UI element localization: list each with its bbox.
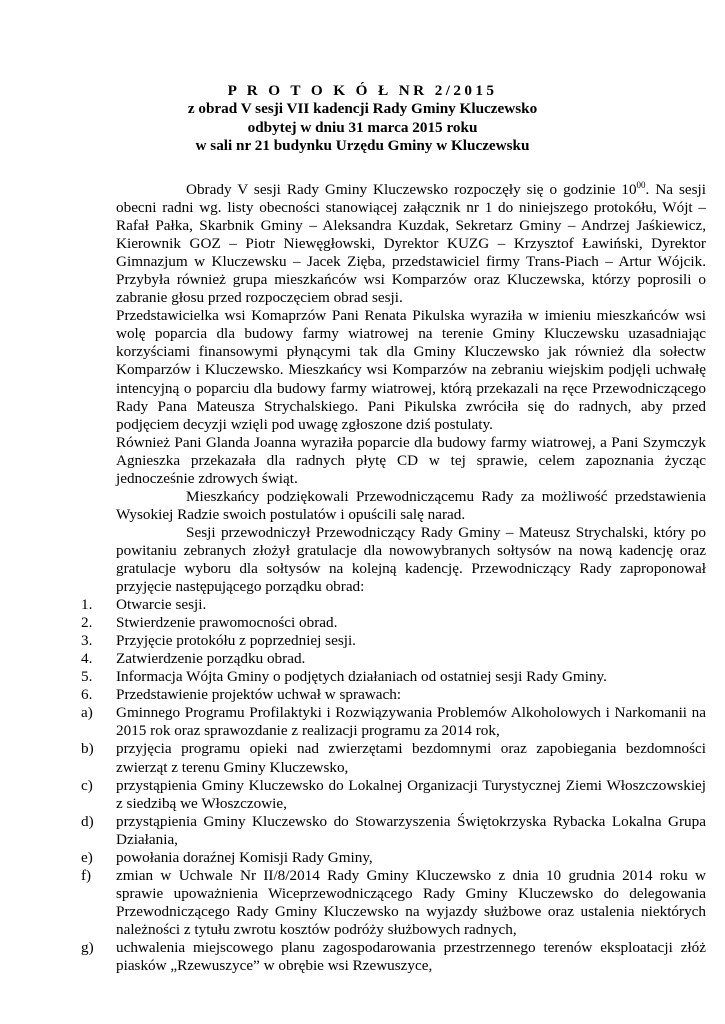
protocol-title: P R O T O K Ó Ł NR 2/2015 (227, 82, 498, 99)
paragraph-thanks: Mieszkańcy podziękowali Przewodniczącemu Rady za możliwość przedstawienia Wysokiej Radzie swoich postulatów i opuścili salę narad. (116, 487, 706, 523)
list-marker: 4. (81, 650, 93, 668)
resolution-item (81, 776, 706, 813)
resolution-item (81, 812, 706, 849)
list-marker: a) (81, 704, 93, 722)
list-marker: 1. (81, 596, 93, 614)
session-date: odbytej w dniu 31 marca 2015 roku (247, 118, 478, 136)
list-marker: e) (81, 848, 93, 866)
paragraph-opening: Obrady V sesji Rady Gminy Kluczewsko rozpoczęły się o godzinie $10^{00}$. Na sesji obecni radni wg. listy obecności stanowiącej załącznik nr 1 do niniejszego protokółu, Wójt – Rafał Pałka, Skarbnik Gminy – Aleksandra Kuzdak, Sekretarz Gminy – Andrzej Jaśkiewicz, Kierownik GOZ – Piotr Niewęgłowski, Dyrektor KUZG – Krzysztof Ławiński, Dyrektor Gimnazjum w Kluczewsku – Jacek Zięba, przedstawiciel firmy Trans-Piach – Artur Wójcik. Przybyła również grupa mieszkańców wsi Komparzów oraz Kluczewska, którzy poprosili o zabranie głosu przed rozpoczęciem obrad sesji. (116, 180, 706, 307)
list-item-text: powołania doraźnej Komisji Rady Gminy, (116, 848, 373, 866)
list-item-text: Przyjęcie protokółu z poprzedniej sesji. (116, 632, 356, 650)
resolution-item (81, 938, 706, 975)
agenda-item (81, 596, 706, 614)
session-location: w sali nr 21 budynku Urzędu Gminy w Kluczewsku (195, 136, 530, 154)
resolution-item (81, 740, 706, 776)
agenda-list (81, 596, 706, 704)
list-marker: 6. (81, 686, 93, 704)
paragraph-chair: Sesji przewodniczył Przewodniczący Rady Gminy – Mateusz Strychalski, który po powitaniu zebranych złożył gratulacje dla nowowybranych sołtysów na nową kadencję oraz gratulacje wyboru dla sołtysów na kolejną kadencję. Przewodniczący Rady zaproponował przyjęcie następującego porządku obrad: (116, 523, 706, 596)
list-item-text: Zatwierdzenie porządku obrad. (116, 650, 306, 668)
paragraph-support: Również Pani Glanda Joanna wyraziła poparcie dla budowy farmy wiatrowej, a Pani Szymczyk Agnieszka przekazała dla radnych płytę CD w tej sprawie, celem zapoznania życząc jednocześnie zdrowych świąt. (116, 433, 706, 487)
time-superscript: 00 (636, 180, 646, 190)
agenda-item (81, 650, 706, 668)
resolution-item (81, 848, 706, 867)
list-item-text: Stwierdzenie prawomocności obrad. (116, 614, 338, 632)
resolution-item (81, 866, 706, 939)
list-item-text: Otwarcie sesji. (116, 596, 207, 614)
list-item-text: przystąpienia Gminy Kluczewsko do Stowarzyszenia Świętokrzyska Rybacka Lokalna Grupa Działania, (116, 812, 706, 848)
paragraph-komparzow: Przedstawicielka wsi Komaprzów Pani Renata Pikulska wyraziła w imieniu mieszkańców wsi wolę poparcia dla budowy farmy wiatrowej na terenie Gminy Kluczewsku uzasadniając korzyściami finansowymi płynącymi tak dla Gminy Kluczewsko jak również dla sołectw Komparzów i Kluczewsko. Mieszkańcy wsi Komparzów na zebraniu wiejskim podjęli uchwałę intencyjną o poparciu dla budowy farmy wiatrowej, którą przekazali na ręce Przewodniczącego Rady Pana Mateusza Strychalskiego. Pani Pikulska zwróciła się do radnych, aby przed podjęciem decyzji wzięli pod uwagę zgłoszone dziś postulaty. (116, 307, 706, 433)
list-marker: 2. (81, 614, 93, 632)
agenda-item (81, 614, 706, 632)
list-marker: f) (81, 866, 92, 884)
list-item-text: zmian w Uchwale Nr II/8/2014 Rady Gminy Kluczewsko z dnia 10 grudnia 2014 roku w sprawie upoważnienia Wiceprzewodniczącego Rady Gminy Kluczewsko do delegowania Przewodniczącego Rady Gminy Kluczewsko na wyjazdy służbowe oraz ustalenia niektórych należności z tytułu zwrotu kosztów podróży służbowych radnych, (116, 866, 706, 938)
list-item-text: przystąpienia Gminy Kluczewsko do Lokalnej Organizacji Turystycznej Ziemi Włoszczowskiej z siedzibą we Włoszczowie, (116, 776, 706, 812)
list-item-text: uchwalenia miejscowego planu zagospodarowania przestrzennego terenów eksploatacji złóż piasków „Rzewuszyce” w obrębie wsi Rzewuszyce, (116, 938, 706, 975)
list-marker: 5. (81, 668, 93, 686)
agenda-item (81, 632, 706, 650)
list-item-text: przyjęcia programu opieki nad zwierzętami bezdomnymi oraz zapobiegania bezdomności zwierząt z terenu Gminy Kluczewsko, (116, 740, 706, 776)
session-subtitle: z obrad V sesji VII kadencji Rady Gminy Kluczewsko (187, 100, 538, 118)
list-marker: g) (81, 938, 94, 956)
resolution-list (81, 704, 706, 975)
list-item-text: Informacja Wójta Gminy o podjętych działaniach od ostatniej sesji Rady Gminy. (116, 668, 607, 686)
agenda-item (81, 686, 706, 704)
agenda-item (81, 668, 706, 686)
list-marker: c) (81, 776, 93, 794)
document-header (0, 82, 725, 155)
resolution-item (81, 704, 706, 740)
list-item-text: Gminnego Programu Profilaktyki i Rozwiązywania Problemów Alkoholowych i Narkomanii na 2015 rok oraz sprawozdanie z realizacji programu za 2014 rok, (116, 704, 706, 740)
list-marker: 3. (81, 632, 93, 650)
list-item-text: Przedstawienie projektów uchwał w sprawach: (116, 686, 402, 704)
document-body (81, 180, 706, 975)
list-marker: b) (81, 740, 94, 758)
list-marker: d) (81, 812, 94, 830)
